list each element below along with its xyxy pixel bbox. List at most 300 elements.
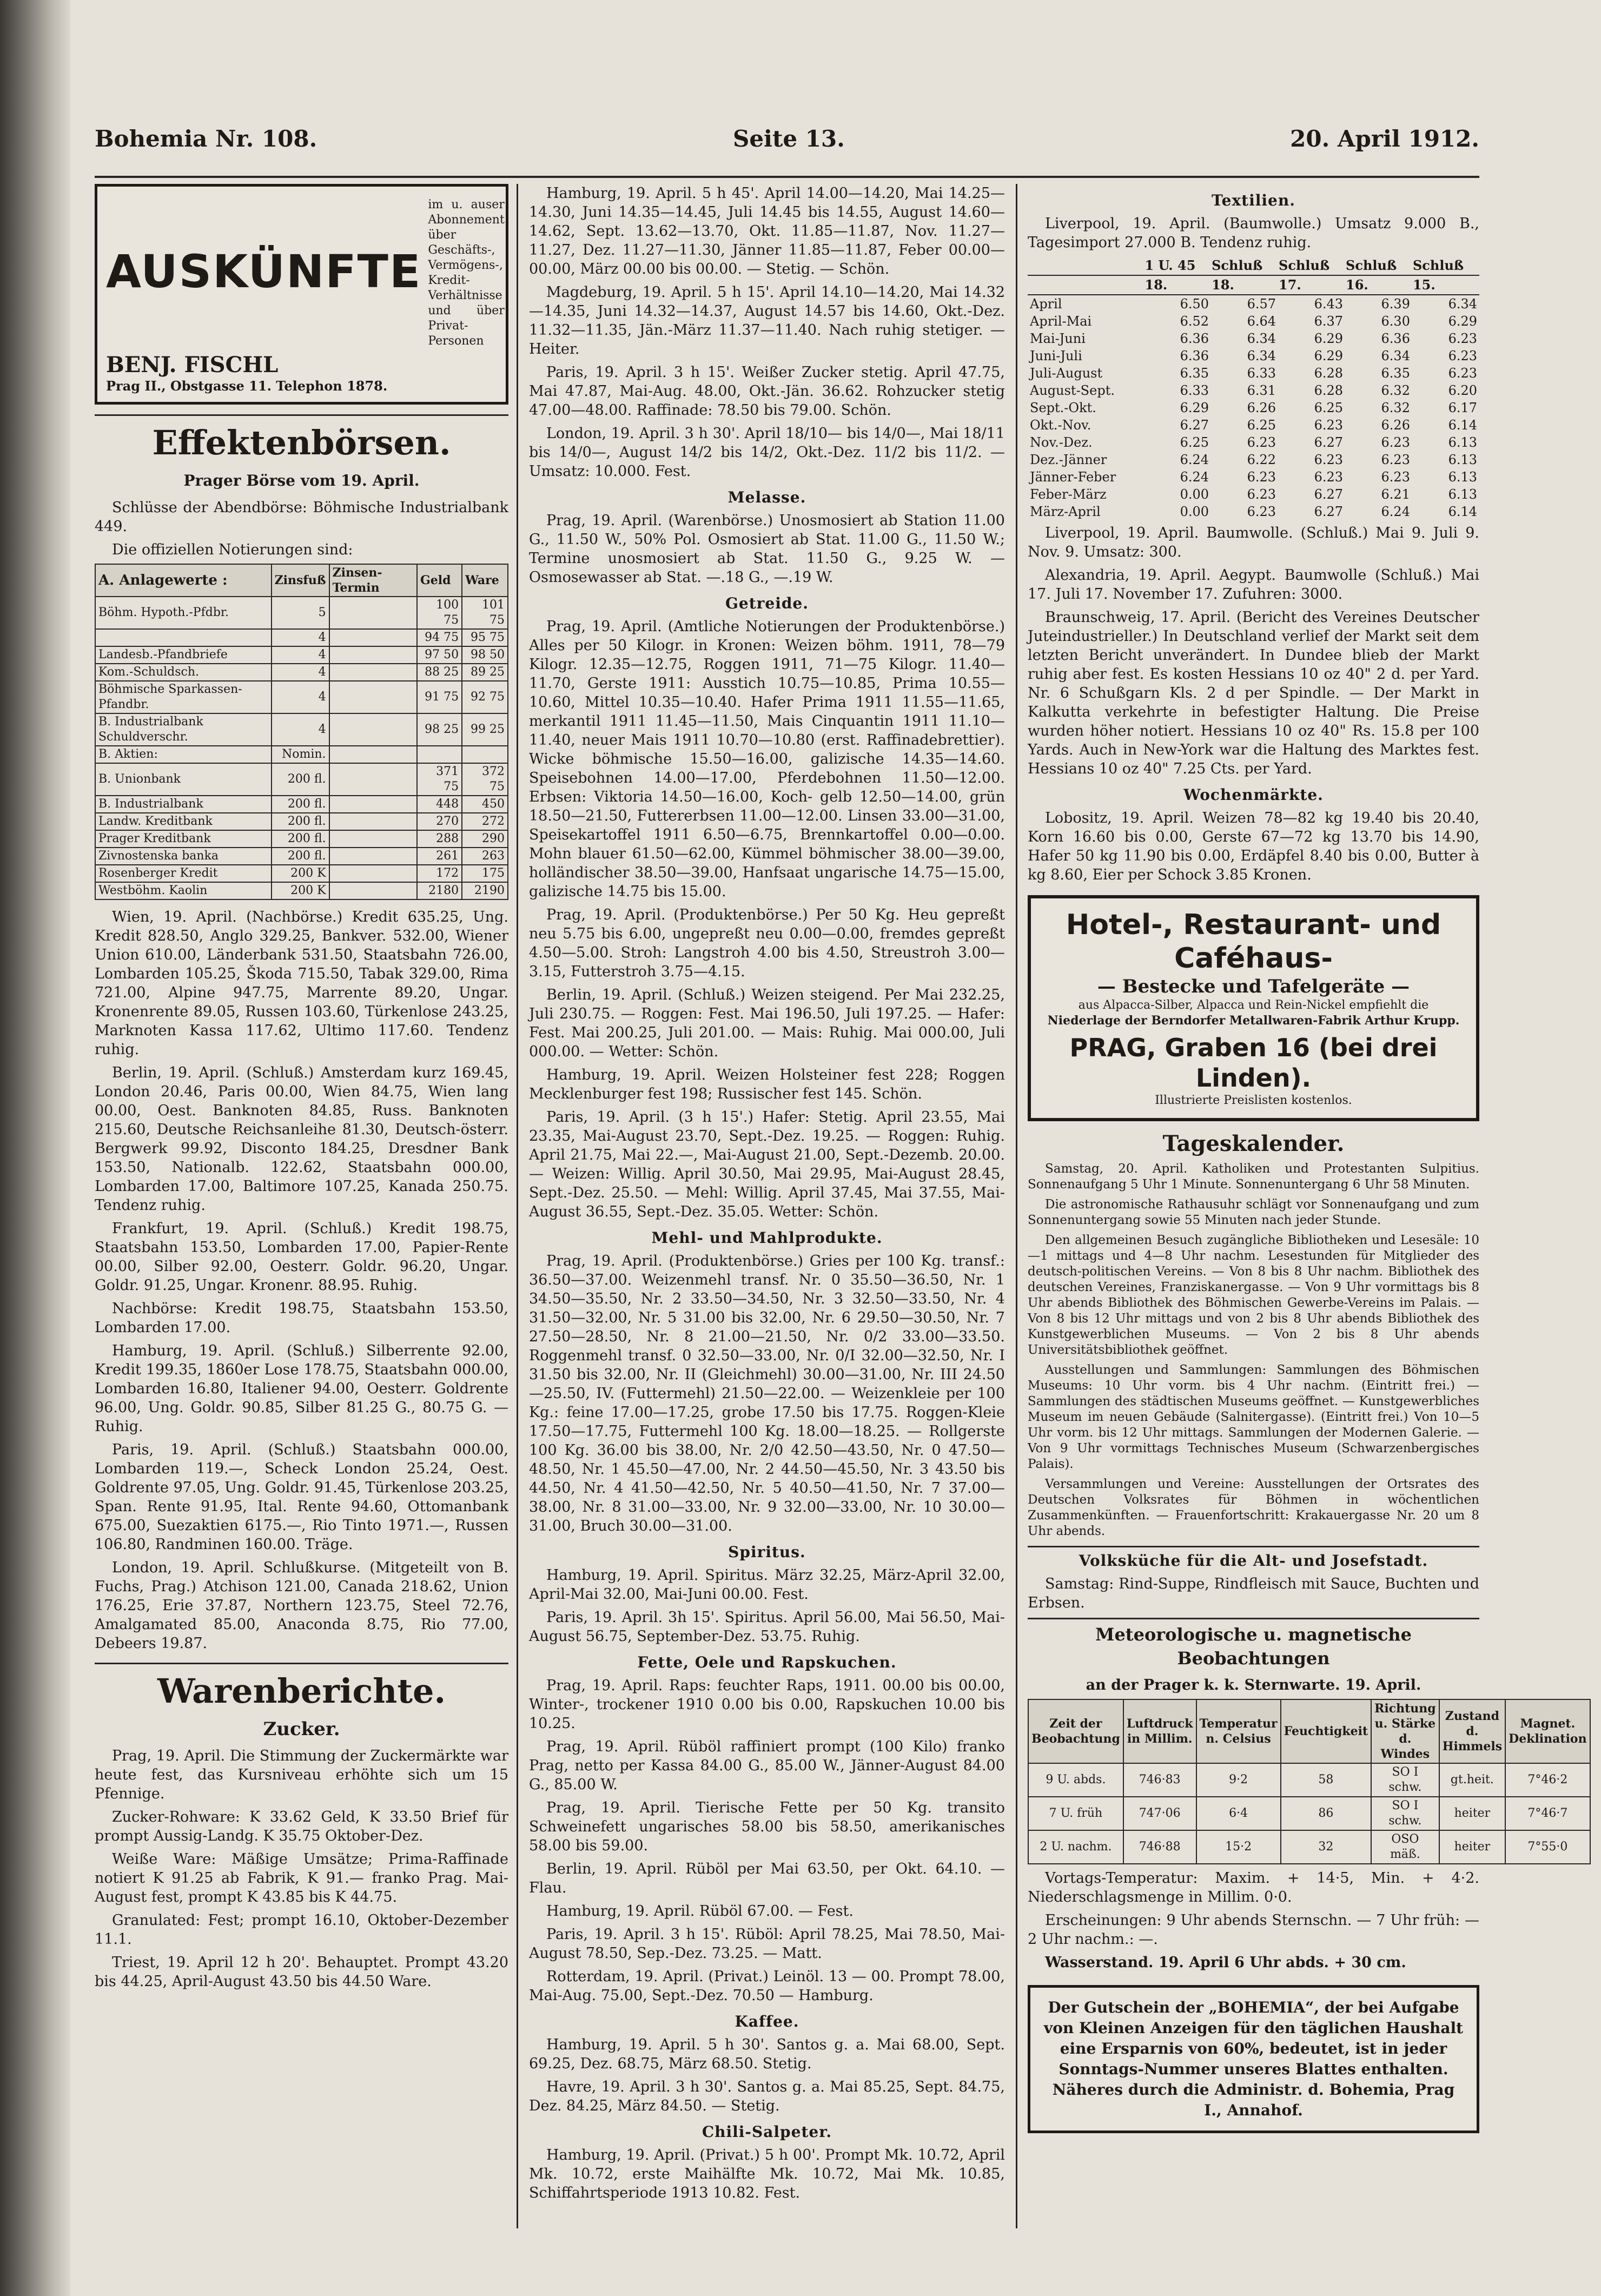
meteo-cell: 86 [1281,1797,1371,1830]
text-getreide-5: Paris, 19. April. (3 h 15'.) Hafer: Stetig. April 23.55, Mai 23.35, Mai-August 23.70, Sept.-Dez. 19.25. — Roggen: Ruhig. April 21.75, Mai 22.—, Mai-August 21.00, Sept.-Dezemb. 20.00. — Weizen: Willig. April 30.50, Mai 29.95, Mai-August 28.45, Sept.-Dez. 25.50. — Mehl: Willig. April 37.45, Mai 37.55, Mai-August 36.55, Sept.-Dez. 35.05. Wetter: Schön. [529,1109,1005,1220]
text-nachboerse: Nachbörse: Kredit 198.75, Staatsbahn 153.50, Lombarden 17.00. [95,1300,508,1336]
text-melasse: Prag, 19. April. (Warenbörse.) Unosmosiert ab Station 11.00 G., 11.50 W., 50% Pol. Osmosiert ab Stat. 11.00 G., 11.50 W.; Termine unosmosiert ab Stat. 11.50 G., 9.25 W. — Osmosewasser ab Stat. —.18 G., —.19 W. [529,512,1005,586]
quotes-row [95,713,508,746]
textile-subheader-cell [1028,275,1144,295]
textile-table [1028,256,1479,520]
quotes-row [95,681,508,713]
heading-warenberichte: Warenberichte. [95,1663,508,1712]
textile-row [1028,503,1479,520]
text-zucker-1: Prag, 19. April. Die Stimmung der Zuckermärkte war heute fest, das Kursniveau erhöhte sich um 15 Pfennige. [95,1748,508,1802]
meteo-cell: heiter [1439,1830,1505,1864]
meteo-cell: 9·2 [1196,1763,1281,1797]
quotes-cell-name: B. Unionbank [95,763,272,796]
text-tageskalender-1: Samstag, 20. April. Katholiken und Protestanten Sulpitius. Sonnenaufgang 5 Uhr 1 Minute. Sonnenuntergang 6 Uhr 58 Minuten. [1028,1162,1479,1192]
quotes-cell-value: 200 fl. [272,796,329,813]
quotes-cell-value: 200 fl. [272,830,329,848]
textile-cell-month: Dez.-Jänner [1030,452,1107,467]
textile-cell-price: 6.13 [1448,452,1477,467]
meteo-cell: 7 U. früh [1028,1797,1123,1830]
textile-cell-price: 6.30 [1381,314,1410,329]
quotes-cell-value [329,597,417,629]
textile-cell-price: 6.28 [1314,383,1343,398]
text-tageskalender-3: Den allgemeinen Besuch zugängliche Bibliotheken und Lesesäle: 10—1 mittags und 4—8 Uhr nachm. Lesestunden für Mitglieder des deutsch-politischen Vereins. — Von 8 bis 8 Uhr nachm. Bibliothek des deutschen Vereines, Franziskanergasse. — Von 9 Uhr vormittags bis 8 Uhr abends Bibliothek des Böhmischen Gewerbe-Vereins im Palais. — Von 8 bis 12 Uhr mittags und von 2 bis 8 Uhr abends Bibliothek des Kunstgewerblichen Museums. — Von 2 bis 8 Uhr abends Universitätsbibliothek geöffnet. [1028,1233,1479,1357]
textile-subheader-cell: 18. [1144,275,1212,295]
quotes-cell-value [329,848,417,865]
meteo-cell: 746·83 [1123,1763,1196,1797]
text-meteo-1: Vortags-Temperatur: Maxim. + 14·5, Min. + 4·2. Niederschlagsmenge in Millim. 0·0. [1028,1870,1479,1905]
quotes-row [95,848,508,865]
meteo-cell: 7°55·0 [1505,1830,1590,1864]
section-kaffee: Kaffee. [735,2013,799,2030]
text-paris: Paris, 19. April. (Schluß.) Staatsbahn 000.00, Lombarden 119.—, Scheck London 25.24, Oest. Goldrente 97.05, Ung. Goldr. 91.45, Türkenlose 203.25, Span. Rente 91.95, Ital. Rente 94.60, Ottomanbank 675.00, Suezaktien 6175.—, Rio Tinto 1971.—, Russen 106.80, Randminen 160.00. Träge. [95,1441,508,1553]
meteo-cell: 15·2 [1196,1830,1281,1864]
quotes-cell-value: 88 25 [417,664,462,681]
textile-cell-price: 6.29 [1314,348,1343,363]
meteo-header-cell: Temperatur n. Celsius [1196,1699,1281,1763]
textile-row [1028,486,1479,503]
text-fette-5: Hamburg, 19. April. Rüböl 67.00. — Fest. [546,1903,854,1920]
text-fette-4: Berlin, 19. April. Rüböl per Mai 63.50, per Okt. 64.10. — Flau. [529,1861,1005,1896]
quotes-cell-name: Landesb.-Pfandbriefe [95,646,272,664]
meteo-header-cell: Feuchtigkeit [1281,1699,1371,1763]
text-alexandria: Alexandria, 19. April. Aegypt. Baumwolle (Schluß.) Mai 17. Juli 17. November 17. Zufuhren: 3000. [1028,567,1479,603]
meteo-subtitle: an der Prager k. k. Sternwarte. 19. April. [1086,1677,1421,1693]
quotes-header-ware: Ware [462,564,508,597]
ad-auskuenfte-text: im u. auser Abonnement über Geschäfts-, Vermögens-, Kredit-Verhältnisse und über Privat-Personen [428,198,505,348]
quotes-cell-value: 4 [272,664,329,681]
meteo-row [1028,1763,1590,1797]
textile-cell-price: 6.23 [1314,452,1343,467]
meteo-cell: OSO mäß. [1371,1830,1439,1864]
section-wochenmaerkte: Wochenmärkte. [1183,786,1324,804]
textile-header-cell: Schluß [1278,256,1345,275]
textile-cell-month: Mai-Juni [1030,331,1086,346]
quotes-cell-value [329,646,417,664]
section-melasse: Melasse. [727,488,806,506]
textile-cell-month: August-Sept. [1030,383,1115,398]
textile-cell-price: 6.27 [1314,435,1343,450]
text-paris-zucker: Paris, 19. April. 3 h 15'. Weißer Zucker stetig. April 47.75, Mai 47.87, Mai-Aug. 48.00, Okt.-Jän. 36.62. Rohzucker stetig 47.00—48.00. Raffinade: 78.50 bis 79.00. Schön. [529,364,1005,419]
ad-hotel-bestecke [1028,895,1479,1121]
textile-cell-price: 6.36 [1381,331,1410,346]
quotes-cell-value: 4 [272,629,329,646]
textile-cell-price: 6.23 [1381,435,1410,450]
textile-row [1028,382,1479,399]
textile-cell-price: 6.24 [1381,504,1410,519]
textile-cell-price: 6.23 [1247,435,1276,450]
quotes-table [95,564,508,900]
meteo-cell: 58 [1281,1763,1371,1797]
textile-cell-price: 6.13 [1448,469,1477,485]
quotes-header-anlagewerte: A. Anlagewerte : [95,564,272,597]
textile-cell-month: Juli-August [1030,366,1103,381]
textile-cell-price: 6.36 [1180,348,1209,363]
quotes-cell-name: Westböhm. Kaolin [95,882,272,899]
text-mehl: Prag, 19. April. (Produktenbörse.) Gries per 100 Kg. transf.: 36.50—37.00. Weizenmehl transf. Nr. 0 35.50—36.50, Nr. 1 34.50—35.50, Nr. 2 33.50—34.50, Nr. 3 32.50—33.50, Nr. 4 31.50—32.00, Nr. 5 31.00 bis 32.00, Nr. 6 29.50—30.50, Nr. 7 27.50—28.50, Nr. 8 21.00—21.50, Nr. 0/2 33.00—33.50. Roggenmehl transf. 0 32.50—33.00, Nr. 0/I 32.00—32.50, Nr. I 31.50 bis 32.00, Nr. II (Gleichmehl) 30.00—31.00, Nr. III 24.50—25.50, IV. (Futtermehl) 21.50—22.00. — Weizenkleie per 100 Kg.: feine 17.00—17.25, grobe 17.50 bis 17.75. Roggen-Kleie 17.50—17.75, Futtermehl 100 Kg. 18.00—18.25. — Rollgerste 100 Kg. 36.00 bis 38.00, Nr. 2/0 42.50—43.50, Nr. 0 47.50—48.50, Nr. 1 45.50—47.00, Nr. 2 44.50—45.50, Nr. 3 43.50 bis 44.50, Nr. 4 41.50—42.50, Nr. 5 40.50—41.50, Nr. 7 37.00—38.00, Nr. 8 31.00—33.00, Nr. 9 32.00—33.00, Nr. 10 30.00—31.00, Bruch 30.00—31.00. [529,1253,1005,1534]
textile-cell-price: 6.21 [1381,487,1410,502]
textile-cell-price: 0.00 [1180,504,1209,519]
quotes-cell-name: Rosenberger Kredit [95,865,272,882]
section-chile-salpeter: Chili-Salpeter. [702,2123,832,2141]
textile-cell-price: 6.26 [1381,418,1410,433]
quotes-cell-value [417,746,462,763]
text-fette-7: Rotterdam, 19. April. (Privat.) Leinöl. 13 — 00. Prompt 78.00, Mai-Aug. 75.00, Sept.-Dez. 70.50 — Hamburg. [529,1968,1005,2004]
textile-header-cell: Schluß [1412,256,1479,275]
ad-auskuenfte-title: AUSKÜNFTE [106,245,422,298]
quotes-cell-value [329,664,417,681]
text-getreide-3: Berlin, 19. April. (Schluß.) Weizen steigend. Per Mai 232.25, Juli 230.75. — Roggen: Fest. Mai 196.50, Juli 197.25. — Hafer: Fest. Mai 200.25, Juli 201.00. — Mais: Ruhig. Mai 000.00, Juli 000.00. — Wetter: Schön. [529,987,1005,1060]
textile-row [1028,399,1479,416]
text-fette-2: Prag, 19. April. Rüböl raffiniert prompt (100 Kilo) franko Prag, netto per Kassa 84.00 G., 85.00 W., Jänner-August 84.00 G., 85.00 W. [529,1738,1005,1793]
ad-hotel-note: Illustrierte Preislisten kostenlos. [1155,1094,1352,1107]
ad-hotel-title: Hotel-, Restaurant- und Caféhaus- [1066,909,1441,975]
section-meteorologie: Meteorologische u. magnetische Beobachtungen [1028,1618,1479,1670]
textile-cell-price: 6.17 [1448,400,1477,415]
textile-cell-price: 6.32 [1381,400,1410,415]
textile-cell-month: Sept.-Okt. [1030,400,1096,415]
quotes-cell-name: B. Industrialbank Schuldverschr. [95,713,272,746]
textile-cell-price: 6.23 [1314,418,1343,433]
textile-cell-price: 6.25 [1180,435,1209,450]
quotes-cell-value [329,865,417,882]
quotes-cell-value: 290 [462,830,508,848]
textile-cell-month: Nov.-Dez. [1030,435,1093,450]
quotes-cell-name: Böhm. Hypoth.-Pfdbr. [95,597,272,629]
quotes-cell-value: 4 [272,681,329,713]
header-date: 20. April 1912. [1290,125,1479,152]
meteo-cell: 7°46·7 [1505,1797,1590,1830]
text-chile: Hamburg, 19. April. (Privat.) 5 h 00'. Prompt Mk. 10.72, April Mk. 10.72, erste Maihälfte Mk. 10.72, Mai Mk. 10.85, Schiffahrtsperiode 1913 10.82. Fest. [529,2147,1005,2201]
quotes-cell-value: 200 K [272,882,329,899]
text-berlin: Berlin, 19. April. (Schluß.) Amsterdam kurz 169.45, London 20.46, Paris 00.00, Wien 84.75, Wien lang 00.00, Oest. Banknoten 84.85, Russ. Banknoten 215.60, Deutsche Reichsanleihe 81.30, Deutsch-österr. Bergwerk 99.92, Disconto 184.25, Dresdner Bank 153.50, Nationalb. 122.62, Staatsbahn 000.00, Lombarden 17.00, Baltimore 107.25, Kanada 250.75. Tendenz ruhig. [95,1064,508,1214]
column-1 [95,184,508,2239]
ad-hotel-subtitle: — Bestecke und Tafelgeräte — [1097,976,1410,997]
textile-cell-price: 6.33 [1247,366,1276,381]
quotes-row [95,664,508,681]
text-fette-6: Paris, 19. April. 3 h 15'. Rüböl: April 78.25, Mai 78.50, Mai-August 78.50, Sep.-Dez. 73.25. — Matt. [529,1926,1005,1962]
textile-cell-price: 6.27 [1314,504,1343,519]
text-kaffee-2: Havre, 19. April. 3 h 30'. Santos g. a. Mai 85.25, Sept. 84.75, Dez. 84.25, März 84.50. — Stetig. [529,2079,1005,2114]
meteo-header-cell: Zustand d. Himmels [1439,1699,1505,1763]
textile-cell-price: 6.23 [1381,469,1410,485]
textile-row [1028,416,1479,434]
textile-row [1028,451,1479,468]
meteo-row [1028,1797,1590,1830]
text-kaffee-1: Hamburg, 19. April. 5 h 30'. Santos g. a. Mai 68.00, Sept. 69.25, Dez. 68.75, März 68.50. Stetig. [529,2036,1005,2072]
quotes-cell-value: 200 K [272,865,329,882]
textile-cell-price: 6.34 [1448,296,1477,312]
text-triest: Triest, 19. April 12 h 20'. Behauptet. Prompt 43.20 bis 44.25, April-August 43.50 bis 44.50 Ware. [95,1954,508,1990]
text-lobositz: Lobositz, 19. April. Weizen 78—82 kg 19.40 bis 20.40, Korn 16.60 bis 0.00, Gerste 67—72 kg 13.70 bis 14.90, Hafer 50 kg 11.90 bis 0.00, Erdäpfel 8.40 bis 0.00, Butter à kg 8.60, Eier per Schock 3.85 Kronen. [1028,810,1479,883]
section-volkskueche: Volksküche für die Alt- und Josefstadt. [1028,1546,1479,1571]
column-3 [1028,184,1587,2239]
quotes-cell-value [329,681,417,713]
textile-cell-price: 6.35 [1381,366,1410,381]
subheading-prager-boerse: Prager Börse vom 19. April. [183,472,420,489]
quotes-cell-value: 89 25 [462,664,508,681]
text-spiritus-1: Hamburg, 19. April. Spiritus. März 32.25, März-April 32.00, April-Mai 32.00, Mai-Juni 00.00. Fest. [529,1567,1005,1603]
quotes-cell-value: 98 25 [417,713,462,746]
meteo-cell: 6·4 [1196,1797,1281,1830]
textile-cell-price: 6.50 [1180,296,1209,312]
quotes-cell-value [329,713,417,746]
text-liverpool-2: Liverpool, 19. April. Baumwolle. (Schluß.) Mai 9. Juli 9. Nov. 9. Umsatz: 300. [1028,525,1479,560]
quotes-cell-value: 263 [462,848,508,865]
quotes-cell-value: 5 [272,597,329,629]
section-tageskalender: Tageskalender. [1162,1131,1345,1156]
textile-row [1028,313,1479,330]
page-header [95,125,1479,174]
quotes-cell-value [329,763,417,796]
textile-cell-price: 6.23 [1381,452,1410,467]
quotes-row [95,882,508,899]
quotes-cell-name: Zivnostenska banka [95,848,272,865]
textile-row [1028,434,1479,451]
section-textilien: Textilien. [1212,191,1295,209]
textile-row [1028,330,1479,347]
textile-cell-price: 6.20 [1448,383,1477,398]
text-getreide-2: Prag, 19. April. (Produktenbörse.) Per 50 Kg. Heu gepreßt neu 5.75 bis 6.00, ungepreßt neu 0.00—0.00, fremdes gepreßt 4.50—5.00. Stroh: Langstroh 4.00 bis 4.50, Streustroh 3.00—3.15, Futterstroh 3.75—4.15. [529,907,1005,980]
ad-auskuenfte-name: BENJ. FISCHL [106,352,279,378]
textile-cell-price: 6.43 [1314,296,1343,312]
textile-cell-price: 6.36 [1180,331,1209,346]
quotes-cell-value: 272 [462,813,508,830]
quotes-cell-value: 100 75 [417,597,462,629]
quotes-cell-value: 200 fl. [272,848,329,865]
meteo-cell: 747·06 [1123,1797,1196,1830]
textile-cell-price: 6.23 [1247,487,1276,502]
quotes-cell-value: 172 [417,865,462,882]
textile-header-cell: Schluß [1211,256,1278,275]
textile-cell-price: 0.00 [1180,487,1209,502]
quotes-cell-value: 4 [272,646,329,664]
text-volkskueche: Samstag: Rind-Suppe, Rindfleisch mit Sauce, Buchten und Erbsen. [1028,1576,1479,1611]
textile-cell-month: Okt.-Nov. [1030,418,1091,433]
column-rule-1 [517,184,518,2228]
section-fette: Fette, Oele und Rapskuchen. [637,1653,897,1671]
quotes-row [95,597,508,629]
quotes-cell-value: 94 75 [417,629,462,646]
text-liverpool: Liverpool, 19. April. (Baumwolle.) Umsatz 9.000 B., Tagesimport 27.000 B. Tendenz ruhig. [1028,215,1479,251]
quotes-cell-value [329,629,417,646]
textile-cell-price: 6.57 [1247,296,1276,312]
text-meteo-2: Erscheinungen: 9 Uhr abends Sternschn. — 7 Uhr früh: — 2 Uhr nachm.: —. [1028,1912,1479,1948]
quotes-cell-value: 200 fl. [272,763,329,796]
textile-cell-price: 6.14 [1448,504,1477,519]
text-zucker-2: Zucker-Rohware: K 33.62 Geld, K 33.50 Brief für prompt Aussig-Landg. K 35.75 Oktober-Dez. [95,1809,508,1844]
meteo-cell: heiter [1439,1797,1505,1830]
quotes-cell-value: 101 75 [462,597,508,629]
textile-header-cell [1028,256,1144,275]
ad-hotel-address: PRAG, Graben 16 (bei drei Linden). [1069,1033,1438,1093]
quotes-cell-name: Landw. Kreditbank [95,813,272,830]
textile-cell-price: 6.35 [1180,366,1209,381]
textile-cell-price: 6.33 [1180,383,1209,398]
text-offizielle-notierungen: Die offiziellen Notierungen sind: [112,541,353,558]
text-meteo-3: Wasserstand. 19. April 6 Uhr abds. + 30 cm. [1045,1954,1406,1971]
text-getreide-4: Hamburg, 19. April. Weizen Holsteiner fest 228; Roggen Mecklenburger fest 198; Russischer fest 145. Schön. [529,1067,1005,1102]
textile-cell-price: 6.27 [1180,418,1209,433]
quotes-cell-value: 372 75 [462,763,508,796]
quotes-header-geld: Geld [417,564,462,597]
meteo-cell: 32 [1281,1830,1371,1864]
textile-cell-price: 6.29 [1314,331,1343,346]
textile-header-cell: 1 U. 45 [1144,256,1212,275]
meteo-cell: 7°46·2 [1505,1763,1590,1797]
quotes-cell-value: 448 [417,796,462,813]
textile-cell-price: 6.23 [1247,469,1276,485]
textile-cell-price: 6.32 [1381,383,1410,398]
text-spiritus-2: Paris, 19. April. 3h 15'. Spiritus. April 56.00, Mai 56.50, Mai-August 56.75, September-Dez. 53.75. Ruhig. [529,1609,1005,1645]
header-page-number: Seite 13. [733,125,845,152]
text-london: London, 19. April. Schlußkurse. (Mitgeteilt von B. Fuchs, Prag.) Atchison 121.00, Canada 218.62, Union 176.25, Erie 37.87, Northern 123.75, Steel 72.76, Amalgamated 85.00, Anaconda 8.75, Rio 77.00, Debeers 19.87. [95,1559,508,1652]
meteo-cell: 746·88 [1123,1830,1196,1864]
text-braunschweig: Braunschweig, 17. April. (Bericht des Vereines Deutscher Juteindustrieller.) In Deutschland verlief der Markt seit dem letzten Bericht unverändert. In Dundee blieb der Markt ruhig aber fest. Es kosten Hessians 10 oz 40" 2 d. per Yard. Nr. 6 Schußgarn Kls. 2 d per Spindle. — Der Markt in Kalkutta verkehrte in befestigter Haltung. Die Preise wurden höher notiert. Hessians 10 oz 40" Rs. 15.8 per 100 Yards. Auch in New-York war die Haltung des Marktes fest. Hessians 10 oz 40" 7.25 Cts. per Yard. [1028,609,1479,777]
quotes-row [95,629,508,646]
textile-cell-price: 6.24 [1180,469,1209,485]
quotes-row [95,646,508,664]
quotes-cell-value: 2180 [417,882,462,899]
quotes-cell-value [329,746,417,763]
quotes-cell-value: 450 [462,796,508,813]
quotes-cell-name: B. Aktien: [95,746,272,763]
subheading-zucker: Zucker. [263,1718,340,1740]
textile-cell-month: April [1030,296,1062,312]
book-binding-margin [0,0,70,2296]
text-london-zucker: London, 19. April. 3 h 30'. April 18/10— bis 14/0—, Mai 18/11 bis 14/0—, August 14/2 bis 14/2, Okt.-Dez. 11/2 bis 11/2. — Umsatz: 10.000. Fest. [529,425,1005,480]
textile-subheader-cell: 17. [1278,275,1345,295]
text-zucker-4: Granulated: Fest; prompt 16.10, Oktober-Dezember 11.1. [95,1912,508,1948]
textile-row [1028,468,1479,486]
header-issue: Bohemia Nr. 108. [95,125,317,152]
textile-cell-price: 6.23 [1448,331,1477,346]
textile-cell-price: 6.39 [1381,296,1410,312]
textile-cell-price: 6.13 [1448,435,1477,450]
meteo-cell: 9 U. abds. [1028,1763,1123,1797]
meteo-cell: 2 U. nachm. [1028,1830,1123,1864]
meteo-header-cell: Richtung u. Stärke d. Windes [1371,1699,1439,1763]
textile-cell-month: Juni-Juli [1030,348,1082,363]
heading-effektenboersen: Effektenbörsen. [95,414,508,464]
text-tageskalender-2: Die astronomische Rathausuhr schlägt vor Sonnenaufgang und zum Sonnenuntergang sowie 55 Minuten nach jeder Stunde. [1028,1197,1479,1227]
textile-cell-price: 6.23 [1448,348,1477,363]
quotes-cell-value [329,830,417,848]
quotes-row [95,813,508,830]
quotes-row [95,796,508,813]
text-hamburg-zucker: Hamburg, 19. April. 5 h 45'. April 14.00—14.20, Mai 14.25—14.30, Juni 14.35—14.45, Juli 14.45 bis 14.55, August 14.60—14.62, Sept. 13.62—13.70, Okt. 11.85—11.87, Nov. 11.27—11.27, Dez. 11.27—11.30, Jänner 11.85—11.87, Feber 00.00—00.00, März 00.00 bis 00.00. — Stetig. — Schön. [529,185,1005,277]
quotes-cell-value: 2190 [462,882,508,899]
textile-cell-price: 6.29 [1448,314,1477,329]
quotes-cell-value [329,796,417,813]
quotes-cell-value: 98 50 [462,646,508,664]
textile-row [1028,347,1479,365]
quotes-cell-value: 175 [462,865,508,882]
textile-cell-price: 6.64 [1247,314,1276,329]
quotes-header-termin: Zinsen-Termin [329,564,417,597]
text-zucker-3: Weiße Ware: Mäßige Umsätze; Prima-Raffinade notiert K 91.25 ab Fabrik, K 91.— franko Prag. Mai-August fest, prompt K 43.85 bis K 44.75. [95,1851,508,1905]
quotes-header-zinsfuss: Zinsfuß [272,564,329,597]
quotes-cell-value: 200 fl. [272,813,329,830]
textile-subheader-cell: 15. [1412,275,1479,295]
textile-cell-price: 6.37 [1314,314,1343,329]
textile-cell-month: April-Mai [1030,314,1092,329]
textile-cell-price: 6.31 [1247,383,1276,398]
ad-hotel-text-2: Niederlage der Berndorfer Metallwaren-Fabrik Arthur Krupp. [1047,1014,1460,1028]
textile-cell-price: 6.14 [1448,418,1477,433]
quotes-cell-value: Nomin. [272,746,329,763]
text-wien: Wien, 19. April. (Nachbörse.) Kredit 635.25, Ung. Kredit 828.50, Anglo 329.25, Bankver. 532.00, Wiener Union 610.00, Länderbank 531.50, Staatsbahn 726.00, Lombarden 105.25, Škoda 715.50, Tabak 329.00, Rima 721.00, Alpine 947.75, Marrente 89.20, Ungar. Kronenrente 89.05, Russen 103.60, Türkenlose 243.25, Marknoten Kassa 117.62, Ultimo 117.60. Tendenz ruhig. [95,909,508,1058]
textile-cell-price: 6.23 [1314,469,1343,485]
quotes-cell-value: 92 75 [462,681,508,713]
text-fette-3: Prag, 19. April. Tierische Fette per 50 Kg. transito Schweinefett ungarisches 58.00 bis 58.50, amerikanisches 58.00 bis 59.00. [529,1799,1005,1854]
textile-cell-price: 6.34 [1247,348,1276,363]
text-tageskalender-5: Versammlungen und Vereine: Ausstellungen der Ortsrates des Deutschen Volksrates für Böhmen in wöchentlichen Zusammenkünften. — Frauenfortschritt: Krakauergasse Nr. 20 um 8 Uhr abends. [1028,1477,1479,1538]
textile-cell-price: 6.26 [1247,400,1276,415]
textile-cell-price: 6.13 [1448,487,1477,502]
meteo-header-cell: Zeit der Beobachtung [1028,1699,1123,1763]
textile-header-cell: Schluß [1345,256,1412,275]
textile-row [1028,295,1479,313]
meteo-cell: SO I schw. [1371,1763,1439,1797]
quotes-cell-value: 95 75 [462,629,508,646]
text-magdeburg: Magdeburg, 19. April. 5 h 15'. April 14.10—14.20, Mai 14.32—14.35, Juni 14.32—14.37, August 14.57 bis 14.60, Okt.-Dez. 11.32—11.35, Jän.-März 11.37—11.40. Nach ruhig stetiger. — Heiter. [529,284,1005,358]
meteo-header-cell: Luftdruck in Millim. [1123,1699,1196,1763]
quotes-cell-value: 91 75 [417,681,462,713]
quotes-cell-value: 371 75 [417,763,462,796]
meteo-row [1028,1830,1590,1864]
textile-cell-price: 6.23 [1247,504,1276,519]
textile-cell-price: 6.25 [1247,418,1276,433]
section-mehl: Mehl- und Mahlprodukte. [651,1229,883,1247]
text-fette-1: Prag, 19. April. Raps: feuchter Raps, 1911. 00.00 bis 00.00, Winter-, trockener 1910 0.00 bis 0.00, Rapskuchen 10.00 bis 10.25. [529,1677,1005,1732]
textile-subheader-cell: 18. [1211,275,1278,295]
quotes-cell-name: Kom.-Schuldsch. [95,664,272,681]
quotes-cell-value [329,813,417,830]
textile-subheader-cell: 16. [1345,275,1412,295]
ad-auskuenfte-address: Prag II., Obstgasse 11. Telephon 1878. [106,378,388,394]
textile-cell-month: Jänner-Feber [1030,469,1116,485]
text-getreide-1: Prag, 19. April. (Amtliche Notierungen der Produktenbörse.) Alles per 50 Kilogr. in Kronen: Weizen böhm. 1911, 78—79 Kilogr. 12.35—12.75, Roggen 1911, 71—75 Kilogr. 11.40—11.70, Gerste 1911: Ausstich 10.75—10.85, Prima 10.55—10.60, Mittel 10.35—10.40. Hafer Prima 1911 11.55—11.65, merkantil 1911 11.45—11.50, Mais Cinquantin 1911 11.10—11.40, neuer Mais 1911 10.70—10.80 (erst. Raffinadebrettier). Wicke böhmische 15.50—16.00, galizische 14.35—14.60. Speisebohnen 14.00—17.00, Pferdebohnen 11.50—12.00. Erbsen: Viktoria 14.50—16.00, Koch- gelb 12.50—14.00, grün 18.50—21.50, Futtererbsen 11.00—12.00. Linsen 33.00—31.00, Speisekartoffel 1911 6.50—6.75, Brennkartoffel 0.00—0.00. Mohn blauer 61.50—62.00, Kümmel böhmischer 38.00—39.00, holländischer 38.50—39.00, Hanfsaat ungarische 14.75—15.00, galizische 14.75 bis 15.00. [529,618,1005,900]
text-frankfurt: Frankfurt, 19. April. (Schluß.) Kredit 198.75, Staatsbahn 153.50, Lombarden 17.00, Papier-Rente 00.00, Silber 92.00, Oesterr. Goldr. 96.20, Ungar. Goldr. 91.25, Ungar. Kronenr. 88.95. Ruhig. [95,1220,508,1294]
quotes-cell-name: B. Industrialbank [95,796,272,813]
quotes-cell-value: 4 [272,713,329,746]
section-spiritus: Spiritus. [728,1543,806,1561]
meteo-table [1028,1699,1591,1864]
quotes-cell-value [462,746,508,763]
quotes-row [95,746,508,763]
textile-cell-price: 6.22 [1247,452,1276,467]
ad-hotel-text-1: aus Alpacca-Silber, Alpacca und Rein-Nickel empfiehlt die [1078,998,1429,1012]
textile-cell-price: 6.52 [1180,314,1209,329]
textile-cell-month: März-April [1030,504,1101,519]
quotes-cell-name [95,629,272,646]
textile-cell-month: Feber-März [1030,487,1107,502]
ad-auskuenfte [95,184,508,405]
column-2 [529,184,1005,2239]
textile-cell-price: 6.28 [1314,366,1343,381]
meteo-cell: gt.heit. [1439,1763,1505,1797]
quotes-cell-value: 97 50 [417,646,462,664]
quotes-row [95,830,508,848]
textile-row [1028,365,1479,382]
quotes-cell-value: 270 [417,813,462,830]
text-schluesse: Schlüsse der Abendbörse: Böhmische Industrialbank 449. [95,499,508,535]
quotes-row [95,865,508,882]
text-tageskalender-4: Ausstellungen und Sammlungen: Sammlungen des Böhmischen Museums: 10 Uhr vorm. bis 4 Uhr nachm. (Eintritt frei.) — Sammlungen des städtischen Museums geöffnet. — Kunstgewerbliches Museum im neuen Gebäude (Salnitergasse). (Eintritt frei.) Von 10—5 Uhr vorm. bis 12 Uhr mittags. Sammlungen der Modernen Galerie. — Von 9 Uhr vormittags Technisches Museum (Schwarzenbergisches Palais). [1028,1363,1479,1471]
textile-cell-price: 6.24 [1180,452,1209,467]
textile-cell-price: 6.34 [1381,348,1410,363]
quotes-cell-value: 261 [417,848,462,865]
